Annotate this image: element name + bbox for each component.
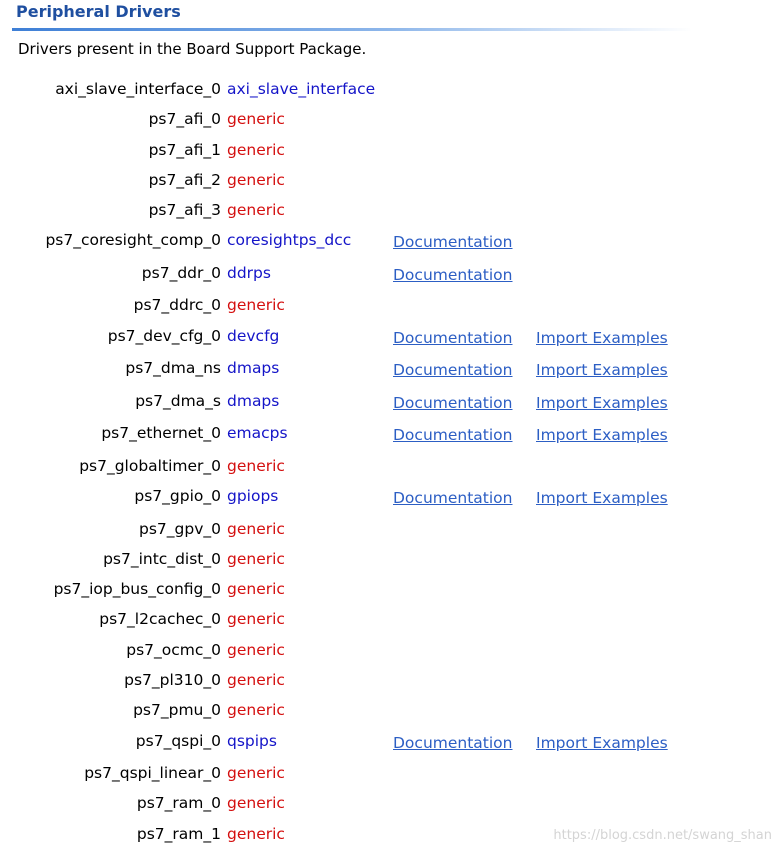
driver-name: coresightps_dcc xyxy=(227,231,352,250)
peripheral-name: ps7_intc_dist_0 xyxy=(103,549,221,568)
driver-name: generic xyxy=(227,170,285,189)
driver-row xyxy=(0,699,782,729)
watermark: https://blog.csdn.net/swang_shan xyxy=(553,828,772,843)
driver-row xyxy=(0,762,782,792)
driver-row xyxy=(0,294,782,324)
peripheral-name: ps7_dma_s xyxy=(135,391,221,410)
driver-row xyxy=(0,325,782,358)
peripheral-name: ps7_qspi_linear_0 xyxy=(84,764,221,783)
documentation-link[interactable]: Documentation xyxy=(393,733,513,752)
peripheral-name: ps7_ethernet_0 xyxy=(101,424,221,443)
driver-name: generic xyxy=(227,764,285,783)
driver-row xyxy=(0,422,782,455)
driver-name: generic xyxy=(227,610,285,629)
peripheral-name: ps7_pl310_0 xyxy=(124,671,221,690)
section-title: Peripheral Drivers xyxy=(16,2,181,21)
driver-row xyxy=(0,357,782,390)
section-description: Drivers present in the Board Support Package. xyxy=(18,40,367,58)
driver-name: dmaps xyxy=(227,391,280,410)
driver-name: qspips xyxy=(227,731,277,750)
peripheral-name: ps7_gpio_0 xyxy=(134,487,221,506)
driver-name: gpiops xyxy=(227,487,279,506)
driver-name: generic xyxy=(227,140,285,159)
peripheral-name: ps7_qspi_0 xyxy=(135,731,221,750)
peripheral-name: ps7_afi_3 xyxy=(148,201,221,220)
driver-name: generic xyxy=(227,110,285,129)
peripheral-name: ps7_coresight_comp_0 xyxy=(45,231,221,250)
driver-row xyxy=(0,169,782,199)
peripheral-name: axi_slave_interface_0 xyxy=(55,80,221,98)
driver-row xyxy=(0,229,782,262)
driver-name: dmaps xyxy=(227,359,280,378)
driver-name: generic xyxy=(227,549,285,568)
driver-row xyxy=(0,518,782,548)
driver-row xyxy=(0,262,782,295)
drivers-table xyxy=(0,78,782,853)
peripheral-name: ps7_ram_1 xyxy=(136,824,221,843)
driver-row xyxy=(0,730,782,763)
driver-row xyxy=(0,669,782,699)
driver-name: generic xyxy=(227,456,285,475)
peripheral-name: ps7_afi_1 xyxy=(148,140,221,159)
driver-name: generic xyxy=(227,580,285,599)
import-examples-link[interactable]: Import Examples xyxy=(536,393,668,412)
peripheral-name: ps7_gpv_0 xyxy=(139,519,221,538)
driver-row xyxy=(0,108,782,138)
driver-name: generic xyxy=(227,201,285,220)
peripheral-name: ps7_dev_cfg_0 xyxy=(107,326,221,345)
documentation-link[interactable]: Documentation xyxy=(393,489,513,508)
peripheral-name: ps7_ram_0 xyxy=(136,794,221,813)
driver-row xyxy=(0,639,782,669)
documentation-link[interactable]: Documentation xyxy=(393,265,513,284)
driver-name: generic xyxy=(227,824,285,843)
driver-row xyxy=(0,139,782,169)
peripheral-name: ps7_dma_ns xyxy=(125,359,221,378)
driver-name: emacps xyxy=(227,424,288,443)
driver-name: devcfg xyxy=(227,326,280,345)
documentation-link[interactable]: Documentation xyxy=(393,426,513,445)
driver-row xyxy=(0,199,782,229)
peripheral-name: ps7_globaltimer_0 xyxy=(79,456,221,475)
import-examples-link[interactable]: Import Examples xyxy=(536,328,668,347)
peripheral-name: ps7_ocmc_0 xyxy=(126,640,221,659)
driver-name: generic xyxy=(227,640,285,659)
driver-name: generic xyxy=(227,519,285,538)
import-examples-link[interactable]: Import Examples xyxy=(536,489,668,508)
driver-row xyxy=(0,455,782,485)
driver-row xyxy=(0,78,782,108)
peripheral-name: ps7_pmu_0 xyxy=(133,701,221,720)
driver-row xyxy=(0,608,782,638)
driver-row xyxy=(0,578,782,608)
import-examples-link[interactable]: Import Examples xyxy=(536,426,668,445)
title-underline xyxy=(12,28,692,31)
peripheral-name: ps7_afi_0 xyxy=(148,110,221,129)
driver-name: generic xyxy=(227,701,285,720)
driver-name: generic xyxy=(227,296,285,315)
documentation-link[interactable]: Documentation xyxy=(393,361,513,380)
peripheral-name: ps7_l2cachec_0 xyxy=(99,610,221,629)
documentation-link[interactable]: Documentation xyxy=(393,393,513,412)
driver-name: generic xyxy=(227,671,285,690)
driver-row xyxy=(0,792,782,822)
peripheral-name: ps7_ddrc_0 xyxy=(133,296,221,315)
documentation-link[interactable]: Documentation xyxy=(393,233,513,252)
driver-row xyxy=(0,390,782,423)
peripheral-name: ps7_ddr_0 xyxy=(141,263,221,282)
peripheral-name: ps7_iop_bus_config_0 xyxy=(53,580,221,599)
driver-row xyxy=(0,485,782,518)
documentation-link[interactable]: Documentation xyxy=(393,328,513,347)
driver-name: ddrps xyxy=(227,263,271,282)
import-examples-link[interactable]: Import Examples xyxy=(536,733,668,752)
driver-row xyxy=(0,548,782,578)
driver-name: generic xyxy=(227,794,285,813)
import-examples-link[interactable]: Import Examples xyxy=(536,361,668,380)
peripheral-name: ps7_afi_2 xyxy=(148,170,221,189)
driver-name: axi_slave_interface xyxy=(227,80,376,98)
